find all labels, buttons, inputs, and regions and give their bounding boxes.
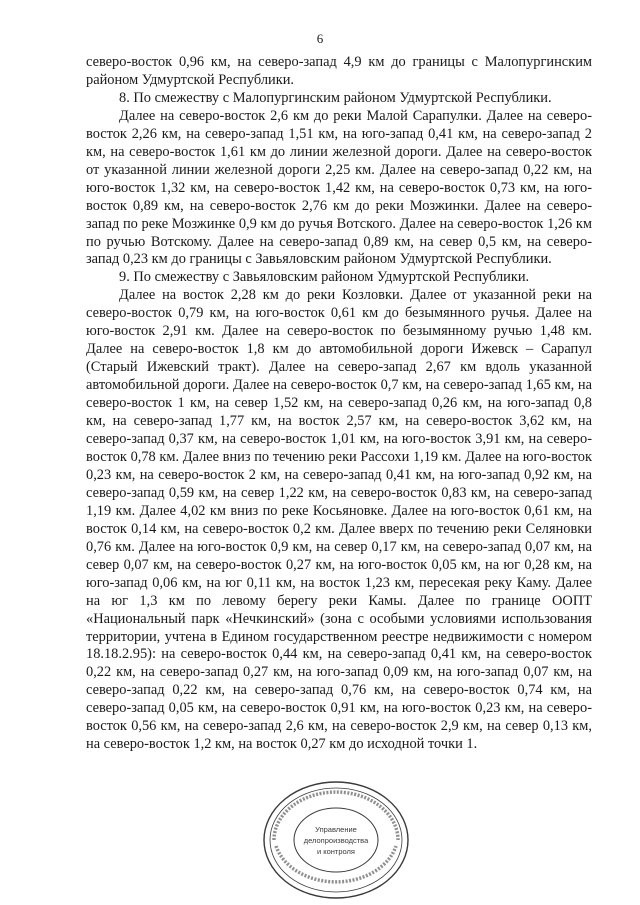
seal-line-1: Управление xyxy=(315,825,357,834)
section-heading-9: 9. По смежеству с Завьяловским районом Удмуртской Республики. xyxy=(119,269,530,286)
paragraph-continuation: северо-восток 0,96 км, на северо-запад 4,9 км до границы с Малопургинским районом Удмуртской Республики. xyxy=(86,54,592,88)
paragraph-section-9: Далее на восток 2,28 км до реки Козловки. Далее от указанной реки на северо-восток 0,79 км, на юго-восток 0,61 км до безымянного ручья. Далее на юго-восток 2,91 км. Далее на северо-восток по безымянному ручью 1,48 км. Далее на северо-восток 1,8 км до автомобильной дороги Ижевск – Сарапул (Старый Ижевский тракт). Далее на северо-запад 2,67 км вдоль указанной автомобильной дороги. Далее на северо-восток 0,7 км, на северо-запад 1,65 км, на северо-восток 1 км, на север 1,52 км, на северо-запад 0,26 км, на юго-запад 0,8 км, на северо-запад 1,77 км, на восток 2,57 км, на северо-восток 3,62 км, на северо-запад 0,37 км, на северо-восток 1,01 км, на юго-восток 3,91 км, на северо-восток 0,78 км. Далее вниз по течению реки Рассохи 1,19 км. Далее на юго-восток 0,23 км, на северо-восток 2 км, на северо-запад 0,41 км, на юго-запад 0,92 км, на северо-запад 0,59 км, на север 1,22 км, на северо-восток 0,83 км, на северо-запад 1,19 км. Далее 4,02 км вниз по реке Косьяновке. Далее на юго-восток 0,61 км, на восток 0,14 км, на северо-восток 0,2 км. Далее вверх по течению реки Селяновки 0,76 км. Далее на юго-восток 0,9 км, на север 0,17 км, на северо-запад 0,07 км, на север 0,07 км, на северо-восток 0,27 км, на юго-восток 0,05 км, на юг 0,28 км, на юго-запад 0,06 км, на юг 0,11 км, на восток 1,23 км, пересекая реку Каму. Далее на юг 1,3 км по левому берегу реки Камы. Далее по границе ООПТ «Национальный парк «Нечкинский» (зона с особыми условиями использования территории, учтена в Едином государственном реестре недвижимости с номером 18.18.2.95): на северо-восток 0,44 км, на северо-запад 0,41 км, на северо-восток 0,22 км, на северо-запад 0,27 км, на юго-запад 0,09 км, на юго-запад 0,07 км, на северо-запад 0,22 км, на северо-запад 0,76 км, на северо-восток 0,74 км, на северо-запад 0,05 км, на северо-восток 0,91 км, на юго-восток 0,23 км, на северо-восток 0,56 км, на северо-запад 2,6 км, на северо-восток 2,9 км, на север 0,13 км, на северо-восток 1,2 км, на восток 0,27 км до исходной точки 1. xyxy=(86,287,592,753)
section-heading-8: 8. По смежеству с Малопургинским районом Удмуртской Республики. xyxy=(119,89,552,106)
document-body xyxy=(86,54,592,754)
seal-line-2: делопроизводства xyxy=(303,836,369,845)
paragraph-section-8: Далее на северо-восток 2,6 км до реки Малой Сарапулки. Далее на северо-восток 2,26 км, на северо-запад 1,51 км, на юго-запад 0,41 км, на северо-запад 2 км, на северо-восток 1,61 км до линии железной дороги. Далее на северо-восток от указанной линии железной дороги 2,25 км. Далее на северо-запад 0,22 км, на юго-восток 1,32 км, на северо-восток 1,42 км, на северо-восток 0,73 км, на юго-восток 0,89 км, на северо-восток 2,76 км до реки Мозжинки. Далее на северо-запад по реке Мозжинке 0,9 км до ручья Вотского. Далее на северо-восток 1,26 км по ручью Вотскому. Далее на северо-запад 0,89 км, на север 0,5 км, на северо-запад 0,23 км до границы с Завьяловским районом Удмуртской Республики. xyxy=(86,107,592,268)
seal-line-3: и контроля xyxy=(316,847,356,856)
official-seal-stamp xyxy=(262,780,410,900)
page-number: 6 xyxy=(316,31,324,46)
